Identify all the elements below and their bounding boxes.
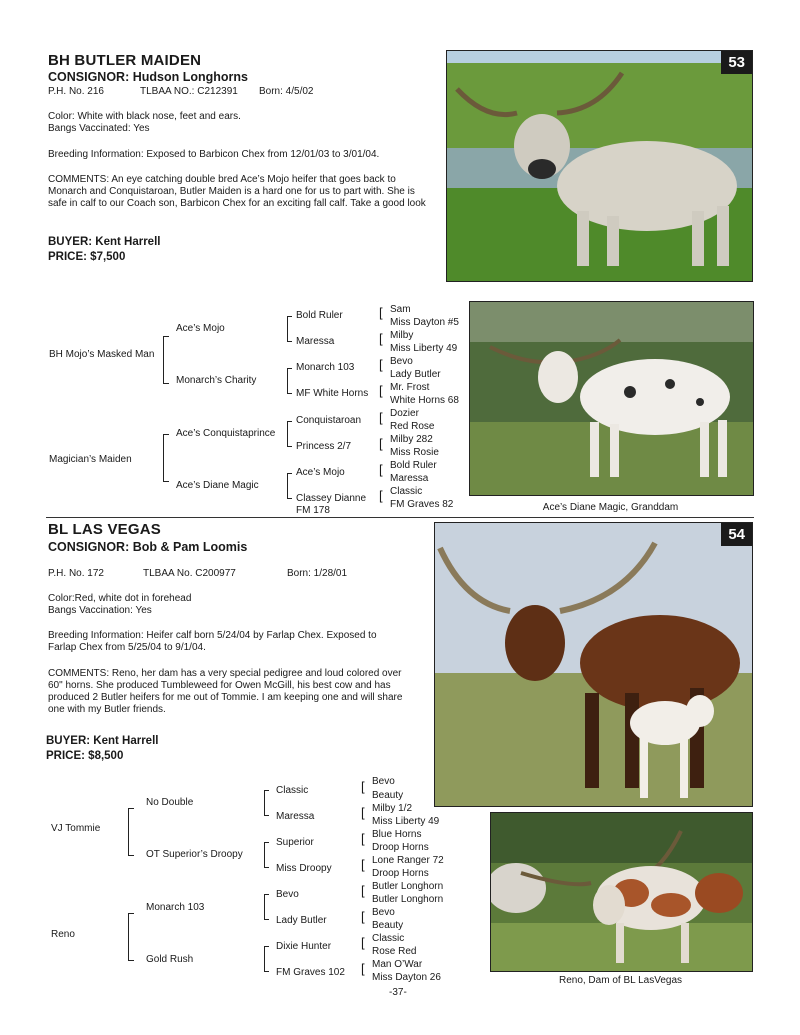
lot54-born: Born: 1/28/01 [287,568,348,579]
pedigree-gen3: Classic [276,785,309,796]
pedigree-gen3: Dixie Hunter [276,941,332,952]
pedigree-bracket [264,790,269,816]
lot53-price: PRICE: $7,500 [48,251,126,263]
lot54-price: PRICE: $8,500 [46,750,124,762]
pedigree-gen4: Miss Rosie [390,447,439,458]
pedigree-gen4: Red Rose [390,421,435,432]
pedigree-dam: Magician’s Maiden [49,454,132,465]
pedigree-bracket-glyph: [ [361,883,365,898]
pedigree-gen4: Blue Horns [372,829,422,840]
pedigree-bracket-glyph: [ [361,857,365,872]
pedigree-bracket [287,316,292,342]
lot54-color: Color:Red, white dot in forehead [48,593,192,604]
pedigree-gen3: Classey Dianne FM 178 [296,493,367,516]
pedigree-gen4: Miss Liberty 49 [390,343,458,354]
lot53-ph-no: P.H. No. 216 [48,86,104,97]
lot53-buyer: BUYER: Kent Harrell [48,236,161,248]
pedigree-gen4: Butler Longhorn [372,881,444,892]
pedigree-gen2: No Double [146,797,194,808]
pedigree-bracket [287,421,292,447]
pedigree-bracket-glyph: [ [361,831,365,846]
lot54-tlbaa-no: TLBAA No. C200977 [143,568,236,579]
pedigree-gen3: Maressa [296,336,335,347]
pedigree-gen4: Milby 282 [390,434,433,445]
pedigree-gen3: MF White Horns [296,388,369,399]
pedigree-gen4: Beauty [372,920,404,931]
pedigree-gen4: Miss Dayton 26 [372,972,441,983]
lot53-color: Color: White with black nose, feet and ears. [48,111,241,122]
pedigree-gen4: Bold Ruler [390,460,437,471]
pedigree-gen4: Dozier [390,408,419,419]
pedigree-sire: VJ Tommie [51,823,101,834]
pedigree-bracket-glyph: [ [379,488,383,503]
pedigree-gen4: Mr. Frost [390,382,430,393]
pedigree-gen3: Lady Butler [276,915,327,926]
granddam-photo-illustration [470,302,753,495]
pedigree-gen4: Bevo [390,356,413,367]
pedigree-gen4: Bevo [372,776,395,787]
pedigree-bracket [128,913,134,961]
pedigree-gen4: Classic [390,486,423,497]
lot53-photo-caption: Ace’s Diane Magic, Granddam [542,502,679,513]
pedigree-gen4: Miss Liberty 49 [372,816,440,827]
pedigree-gen2: Ace’s Diane Magic [176,480,259,491]
pedigree-gen3: Maressa [276,811,315,822]
pedigree-sire: BH Mojo’s Masked Man [49,349,155,360]
lot54-breeding: Breeding Information: Heifer calf born 5/24/04 by Farlap Chex. Exposed to Farlap Chex from 5/25/04 to 9/1/04. [48,630,377,653]
pedigree-gen3: Conquistaroan [296,415,362,426]
lot53-consignor [48,70,248,84]
pedigree-gen4: Milby [390,330,414,341]
consignor-label: CONSIGNOR: [48,540,130,554]
pedigree-gen4: Droop Horns [372,868,429,879]
lot54-bangs: Bangs Vaccination: Yes [48,605,152,616]
pedigree-gen4: Miss Dayton #5 [390,317,459,328]
lot54-title: BL LAS VEGAS [48,521,161,538]
lot54-dam-photo [490,812,753,972]
pedigree-gen4: Classic [372,933,405,944]
lot53-breeding: Breeding Information: Exposed to Barbicon Chex from 12/01/03 to 3/01/04. [48,149,380,160]
lot53-title: BH BUTLER MAIDEN [48,52,202,69]
pedigree-gen4: Beauty [372,790,404,801]
pedigree-bracket [264,946,269,972]
pedigree-bracket [264,842,269,868]
pedigree-gen2: Monarch’s Charity [176,375,257,386]
lot53-born: Born: 4/5/02 [259,86,314,97]
pedigree-dam: Reno [51,929,75,940]
dam-photo-illustration [491,813,752,971]
lot53-tlbaa-no: TLBAA NO.: C212391 [140,86,238,97]
pedigree-gen3: FM Graves 102 [276,967,345,978]
consignor-name: Hudson Longhorns [132,70,248,84]
consignor-name: Bob & Pam Loomis [132,540,248,554]
pedigree-gen4: Man O’War [372,959,423,970]
pedigree-gen4: Milby 1/2 [372,803,413,814]
lot54-number-badge: 54 [721,523,752,546]
pedigree-gen4: Lone Ranger 72 [372,855,444,866]
pedigree-gen4: White Horns 68 [390,395,459,406]
pedigree-bracket-glyph: [ [379,410,383,425]
pedigree-gen4: Lady Butler [390,369,441,380]
lot53-number-badge: 53 [721,51,752,74]
pedigree-gen2: OT Superior’s Droopy [146,849,243,860]
pedigree-gen4: Maressa [390,473,429,484]
pedigree-bracket-glyph: [ [379,357,383,372]
pedigree-gen3: Princess 2/7 [296,441,352,452]
pedigree-bracket-glyph: [ [379,331,383,346]
cow-photo-illustration [447,51,752,281]
lot53-bangs: Bangs Vaccinated: Yes [48,123,150,134]
cow-photo-illustration [435,523,752,806]
pedigree-gen2: Ace’s Mojo [176,323,225,334]
consignor-label: CONSIGNOR: [48,70,130,84]
pedigree-gen4: Butler Longhorn [372,894,444,905]
pedigree-bracket-glyph: [ [379,305,383,320]
pedigree-bracket-glyph: [ [379,383,383,398]
pedigree-bracket [287,473,292,499]
pedigree-gen4: Droop Horns [372,842,429,853]
pedigree-gen3: Miss Droopy [276,863,332,874]
lot54-buyer: BUYER: Kent Harrell [46,735,159,747]
lot54-comments: COMMENTS: Reno, her dam has a very special pedigree and loud colored over 60" horns. She produced Tumbleweed for Owen McGill, his best cow and has produced 2 Butler heifers for me out of Tommie. I am keeping one and will share one with my Butler friends. [48,668,403,715]
pedigree-gen3: Monarch 103 [296,362,355,373]
pedigree-gen3: Bevo [276,889,299,900]
pedigree-gen2: Monarch 103 [146,902,205,913]
pedigree-gen2: Gold Rush [146,954,194,965]
pedigree-gen4: Rose Red [372,946,417,957]
pedigree-bracket-glyph: [ [379,462,383,477]
lot54-cow-photo [434,522,753,807]
pedigree-gen2: Ace’s Conquistaprince [176,428,276,439]
pedigree-bracket [163,434,169,482]
pedigree-bracket [128,808,134,856]
pedigree-bracket [163,336,169,384]
pedigree-bracket [264,894,269,920]
pedigree-gen4: FM Graves 82 [390,499,454,510]
lot53-comments: COMMENTS: An eye catching double bred Ace’s Mojo heifer that goes back to Monarch and Conquistaroan, Butler Maiden is a hard one for us to part with. She is safe in calf to our Coach son, Barbicon Chex for an exciting fall calf. Take a good look [48,174,426,209]
pedigree-bracket-glyph: [ [361,909,365,924]
pedigree-gen3: Bold Ruler [296,310,343,321]
pedigree-gen4: Sam [390,304,411,315]
pedigree-bracket-glyph: [ [361,961,365,976]
lot54-consignor [48,540,247,554]
pedigree-gen3: Ace’s Mojo [296,467,345,478]
page-number: -37- [389,987,407,998]
lot53-cow-photo [446,50,753,282]
lot53-granddam-photo [469,301,754,496]
lot54-ph-no: P.H. No. 172 [48,568,104,579]
pedigree-bracket-glyph: [ [361,935,365,950]
pedigree-bracket [287,368,292,394]
section-divider [46,517,754,518]
pedigree-gen3: Superior [276,837,314,848]
pedigree-gen4: Bevo [372,907,395,918]
pedigree-bracket-glyph: [ [379,436,383,451]
pedigree-bracket-glyph: [ [361,805,365,820]
lot54-photo-caption: Reno, Dam of BL LasVegas [558,975,683,986]
pedigree-bracket-glyph: [ [361,779,365,794]
